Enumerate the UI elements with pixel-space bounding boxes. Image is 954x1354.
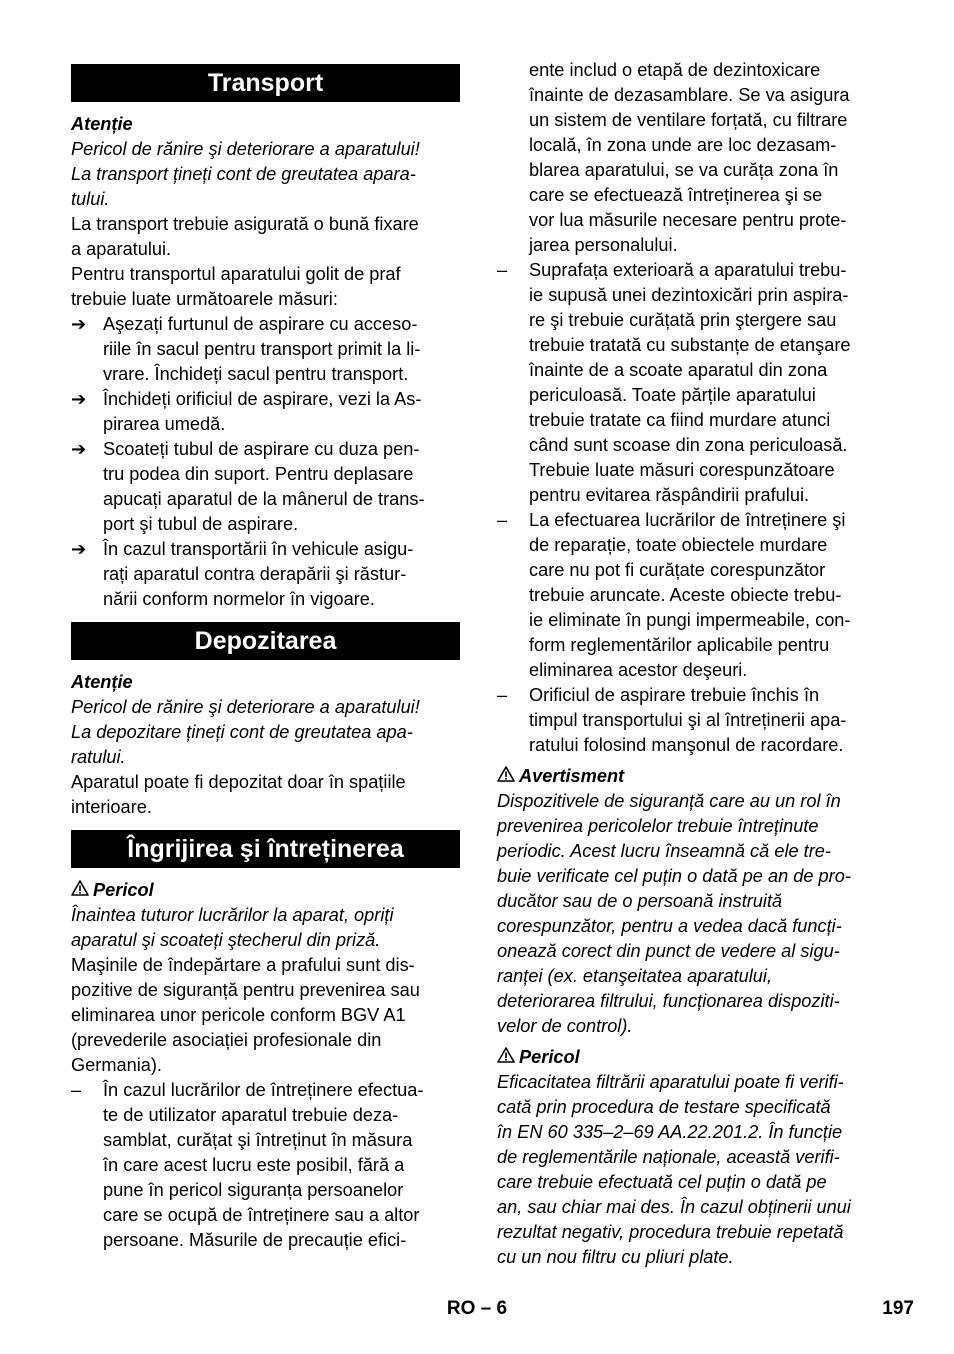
warning-line: tului.	[71, 189, 110, 209]
list-line: trebuie tratate ca fiind murdare atunci	[529, 410, 831, 430]
list-line: trebuie aruncate. Aceste obiecte trebu-	[529, 585, 842, 605]
list-line: port şi tubul de aspirare.	[103, 514, 299, 534]
warning-line: ducător sau de o persoană instruită	[497, 891, 783, 911]
arrow-list-item	[71, 312, 460, 387]
list-line: riile în sacul pentru transport primit la li-	[103, 339, 421, 359]
footer-section-number: RO – 6	[446, 1298, 508, 1319]
list-line: blarea aparatului, se va curăța zona în	[529, 160, 839, 180]
dash-list-item	[497, 683, 886, 758]
list-line: form reglementărilor aplicabile pentru	[529, 635, 830, 655]
danger-line: aparatul şi scoateți ştecherul din priză.	[71, 930, 381, 950]
list-line: rați aparatul contra derapării şi răstur-	[103, 564, 407, 584]
arrow-icon: ➔	[71, 439, 87, 459]
warning-line: periodic. Acest lucru înseamnă că ele tre-	[497, 841, 831, 861]
warning-line: onează corect din punct de vedere al sigu-	[497, 941, 840, 961]
warning-line: La depozitare țineți cont de greutatea apa-	[71, 722, 413, 742]
warning-line: deteriorarea filtrului, funcționarea dispoziti-	[497, 991, 840, 1011]
text-line: (prevederile asociației profesionale din	[71, 1030, 382, 1050]
text-line: eliminarea unor pericole conform BGV A1	[71, 1005, 406, 1025]
warning-line: velor de control).	[497, 1016, 633, 1036]
warning-line: corespunzător, pentru a vedea dacă funcți-	[497, 916, 842, 936]
list-line: Aşezați furtunul de aspirare cu acceso-	[103, 314, 418, 334]
danger-label-text: Pericol	[93, 880, 154, 900]
danger-line: Eficacitatea filtrării aparatului poate fi verifi-	[497, 1072, 844, 1092]
list-line: care se efectuează întreținerea şi se	[529, 185, 823, 205]
list-line: pune în pericol siguranța persoanelor	[103, 1180, 404, 1200]
text-line: trebuie luate următoarele măsuri:	[71, 289, 338, 309]
warning-line: buie verificate cel puțin o dată pe an de pro-	[497, 866, 851, 886]
warning-triangle-icon	[497, 1045, 519, 1070]
arrow-icon: ➔	[71, 539, 87, 559]
section-heading-storage: Depozitarea	[71, 622, 460, 660]
list-line: ie eliminate în pungi impermeabile, con-	[529, 610, 851, 630]
text-line: Aparatul poate fi depozitat doar în spațiile	[71, 772, 406, 792]
warning-triangle-icon	[71, 878, 93, 903]
list-line: care nu pot fi curățate corespunzător	[529, 560, 826, 580]
warning-line: Pericol de rănire şi deteriorare a aparatului!	[71, 697, 420, 717]
arrow-list-item	[71, 387, 460, 437]
danger-line: Înaintea tuturor lucrărilor la aparat, opriți	[71, 905, 394, 925]
left-column	[71, 58, 460, 1253]
text-line: a aparatului.	[71, 239, 172, 259]
warning-line: prevenirea pericolelor trebuie întreținute	[497, 816, 819, 836]
right-column	[497, 58, 886, 1270]
attention-label: Atenție	[71, 672, 133, 692]
danger-line: care trebuie efectuată cel puțin o dată pe	[497, 1172, 827, 1192]
list-line: timpul transportului şi al întreținerii apa-	[529, 710, 847, 730]
list-line: periculoasă. Toate părțile aparatului	[529, 385, 816, 405]
danger-line: an, sau chiar mai des. În cazul obținerii unui	[497, 1197, 851, 1217]
danger-line: cu un nou filtru cu pliuri plate.	[497, 1247, 734, 1267]
danger-line: de reglementările naționale, această verifi-	[497, 1147, 840, 1167]
list-line: persoane. Măsurile de precauție efici-	[103, 1230, 407, 1250]
list-line: jarea personalului.	[529, 235, 678, 255]
list-line: În cazul lucrărilor de întreținere efectua-	[103, 1080, 424, 1100]
section-heading-care: Îngrijirea şi întreținerea	[71, 830, 460, 868]
list-line: pentru evitarea răspândirii prafului.	[529, 485, 810, 505]
dash-marker: –	[497, 685, 508, 705]
list-line: Scoateți tubul de aspirare cu duza pen-	[103, 439, 420, 459]
continued-list-text	[497, 58, 886, 258]
list-line: La efectuarea lucrărilor de întreținere şi	[529, 510, 846, 530]
list-line: Orificiul de aspirare trebuie închis în	[529, 685, 820, 705]
list-line: Trebuie luate măsuri corespunzătoare	[529, 460, 835, 480]
text-line: La transport trebuie asigurată o bună fixare	[71, 214, 419, 234]
section-heading-transport: Transport	[71, 64, 460, 102]
danger-line: în EN 60 335–2–69 AA.22.201.2. În funcție	[497, 1122, 843, 1142]
warning-line: ranței (ex. etanşeitatea aparatului,	[497, 966, 773, 986]
dash-marker: –	[497, 510, 508, 530]
text-line: pozitive de siguranță pentru prevenirea sau	[71, 980, 420, 1000]
transport-warning	[71, 137, 460, 212]
footer-page-number: 197	[882, 1298, 914, 1319]
list-line: care se ocupă de întreținere sau a altor	[103, 1205, 420, 1225]
list-line: trebuie tratată cu substanțe de etanşare	[529, 335, 851, 355]
warning-label-text: Avertisment	[519, 766, 625, 786]
dash-list-item	[497, 508, 886, 683]
list-line: tru podea din suport. Pentru deplasare	[103, 464, 414, 484]
text-line: Pentru transportul aparatului golit de praf	[71, 264, 401, 284]
list-line: Suprafața exterioară a aparatului trebu-	[529, 260, 847, 280]
list-line: ie supusă unei dezintoxicări prin aspira-	[529, 285, 849, 305]
list-line: înainte de a scoate aparatul din zona	[529, 360, 828, 380]
dash-marker: –	[497, 260, 508, 280]
arrow-list-item	[71, 437, 460, 537]
list-line: Închideți orificiul de aspirare, vezi la As-	[103, 389, 422, 409]
warning-label	[497, 764, 886, 789]
danger-label	[497, 1045, 886, 1070]
list-line: eliminarea acestor deşeuri.	[529, 660, 748, 680]
list-line: samblat, curățat şi întreținut în măsura	[103, 1130, 413, 1150]
list-line: înainte de dezasamblare. Se va asigura	[529, 85, 850, 105]
list-line: când sunt scoase din zona periculoasă.	[529, 435, 848, 455]
arrow-icon: ➔	[71, 314, 87, 334]
list-line: locală, în zona unde are loc dezasam-	[529, 135, 837, 155]
text-line: interioare.	[71, 797, 152, 817]
list-line: în care acest lucru este posibil, fără a	[103, 1155, 405, 1175]
attention-label: Atenție	[71, 114, 133, 134]
list-line: un sistem de ventilare forțată, cu filtrare	[529, 110, 848, 130]
danger-line: cată prin procedura de testare specificată	[497, 1097, 831, 1117]
danger-label	[71, 878, 460, 903]
text-line: Maşinile de îndepărtare a prafului sunt dis-	[71, 955, 415, 975]
warning-triangle-icon	[497, 764, 519, 789]
warning-line: Dispozitivele de siguranță care au un rol în	[497, 791, 841, 811]
danger-line: rezultat negativ, procedura trebuie repetată	[497, 1222, 844, 1242]
warning-line: La transport țineți cont de greutatea apara-	[71, 164, 416, 184]
list-line: vor lua măsurile necesare pentru prote-	[529, 210, 847, 230]
list-line: de reparație, toate obiectele murdare	[529, 535, 828, 555]
list-line: În cazul transportării în vehicule asigu-	[103, 539, 414, 559]
warning-line: Pericol de rănire şi deteriorare a aparatului!	[71, 139, 420, 159]
list-line: ente includ o etapă de dezintoxicare	[529, 60, 821, 80]
dash-marker: –	[71, 1080, 82, 1100]
danger-label-text: Pericol	[519, 1047, 580, 1067]
list-line: ratului folosind manşonul de racordare.	[529, 735, 844, 755]
arrow-list-item	[71, 537, 460, 612]
arrow-icon: ➔	[71, 389, 87, 409]
list-line: pirarea umedă.	[103, 414, 226, 434]
dash-list-item	[497, 258, 886, 508]
list-line: nării conform normelor în vigoare.	[103, 589, 375, 609]
list-line: re şi trebuie curățată prin ştergere sau	[529, 310, 837, 330]
list-line: te de utilizator aparatul trebuie deza-	[103, 1105, 399, 1125]
warning-line: ratului.	[71, 747, 126, 767]
list-line: apucați aparatul de la mânerul de trans-	[103, 489, 425, 509]
list-line: vrare. Închideți sacul pentru transport.	[103, 364, 409, 384]
text-line: Germania).	[71, 1055, 162, 1075]
dash-list-item	[71, 1078, 460, 1253]
